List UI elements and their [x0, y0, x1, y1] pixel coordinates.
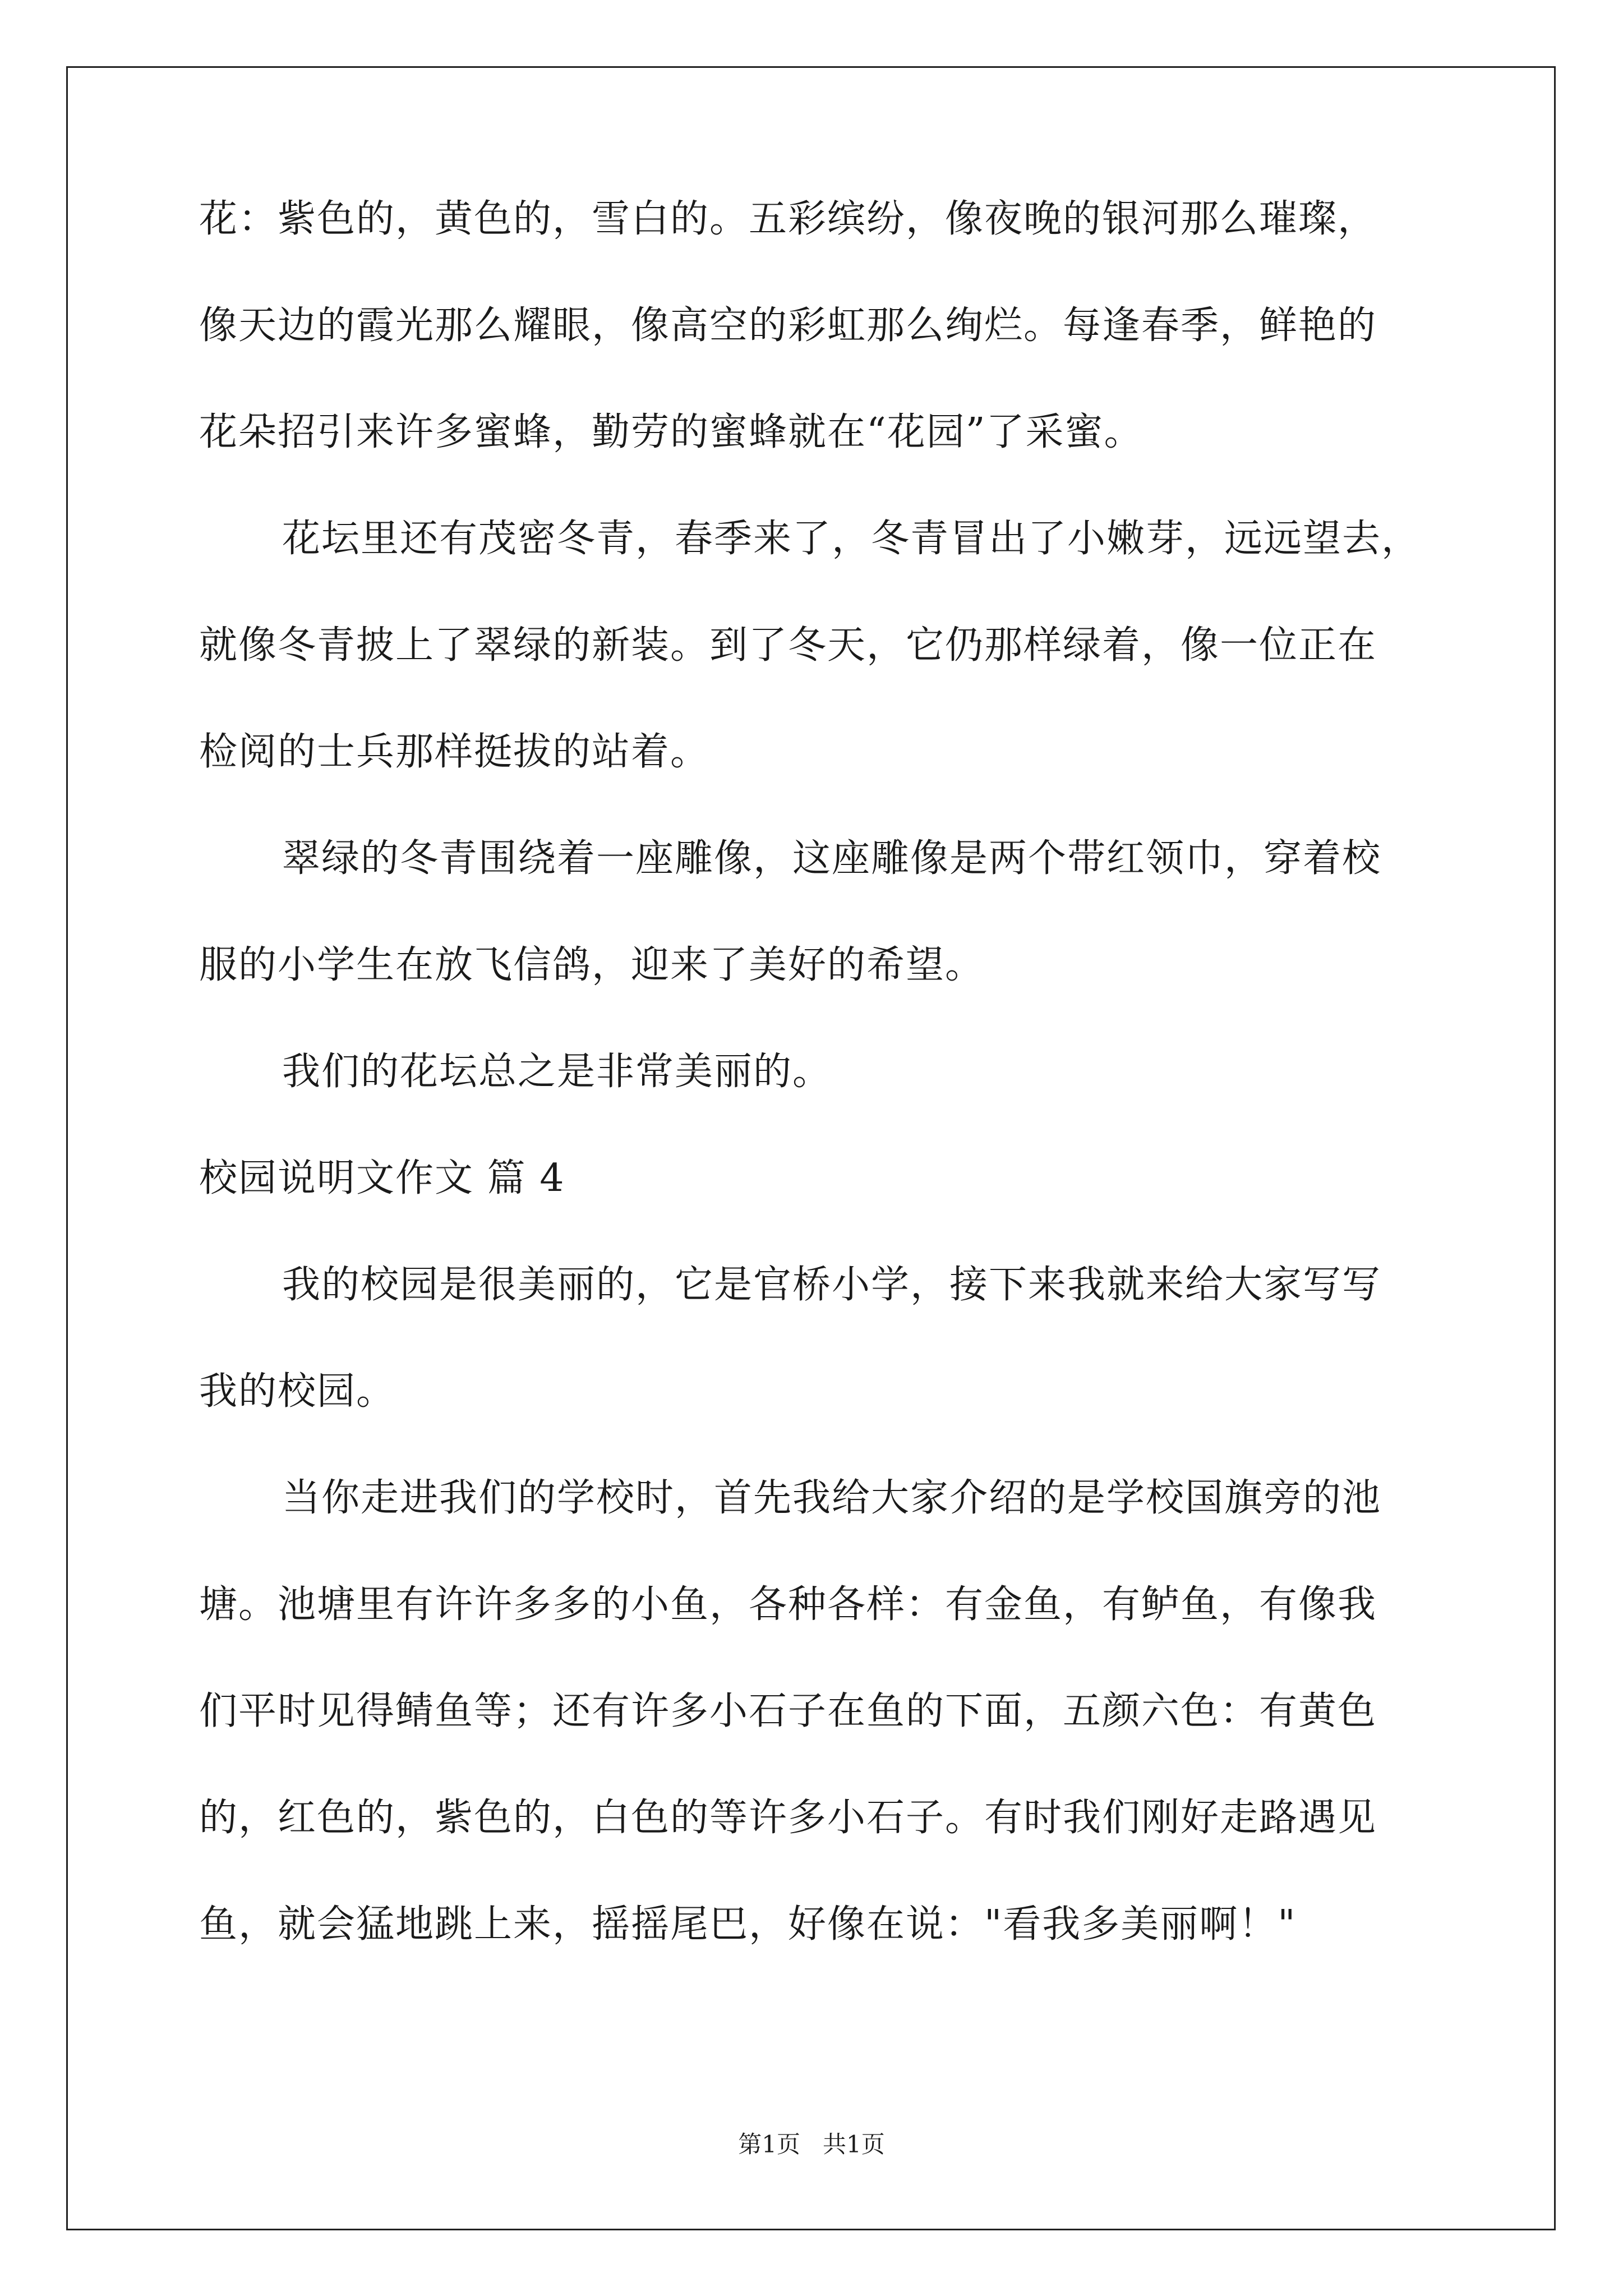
text-line: 检阅的士兵那样挺拔的站着。: [199, 730, 710, 774]
text-line: 服的小学生在放飞信鸽，迎来了美好的希望。: [199, 943, 985, 987]
text-line: 像天边的霞光那么耀眼，像高空的彩虹那么绚烂。每逢春季，鲜艳的: [199, 303, 1377, 348]
text-line: 花朵招引来许多蜜蜂，勤劳的蜜蜂就在“花园”了采蜜。: [199, 410, 1144, 454]
paragraph-first-line: 我的校园是很美丽的，它是官桥小学，接下来我就来给大家写写: [282, 1263, 1382, 1307]
text-line: 们平时见得鲭鱼等；还有许多小石子在鱼的下面，五颜六色：有黄色: [199, 1689, 1377, 1733]
paragraph-first-line: 当你走进我们的学校时，首先我给大家介绍的是学校国旗旁的池: [282, 1476, 1382, 1520]
paragraph-first-line: 花坛里还有茂密冬青，春季来了，冬青冒出了小嫩芽，远远望去，: [282, 517, 1421, 561]
page-number-footer: 第1页 共1页: [738, 2131, 885, 2158]
text-line: 就像冬青披上了翠绿的新装。到了冬天，它仍那样绿着，像一位正在: [199, 623, 1377, 668]
paragraph-first-line: 翠绿的冬青围绕着一座雕像，这座雕像是两个带红领巾，穿着校: [282, 836, 1382, 881]
section-heading: 校园说明文作文 篇 4: [199, 1156, 565, 1200]
text-line: 花：紫色的，黄色的，雪白的。五彩缤纷，像夜晚的银河那么璀璨，: [199, 197, 1377, 241]
text-line: 的，红色的，紫色的，白色的等许多小石子。有时我们刚好走路遇见: [199, 1796, 1377, 1840]
text-line: 塘。池塘里有许许多多的小鱼，各种各样：有金鱼，有鲈鱼，有像我: [199, 1582, 1377, 1627]
paragraph-first-line: 我们的花坛总之是非常美丽的。: [282, 1050, 832, 1094]
text-line: 我的校园。: [199, 1369, 396, 1414]
text-line: 鱼，就会猛地跳上来，摇摇尾巴，好像在说："看我多美丽啊！": [199, 1902, 1297, 1947]
